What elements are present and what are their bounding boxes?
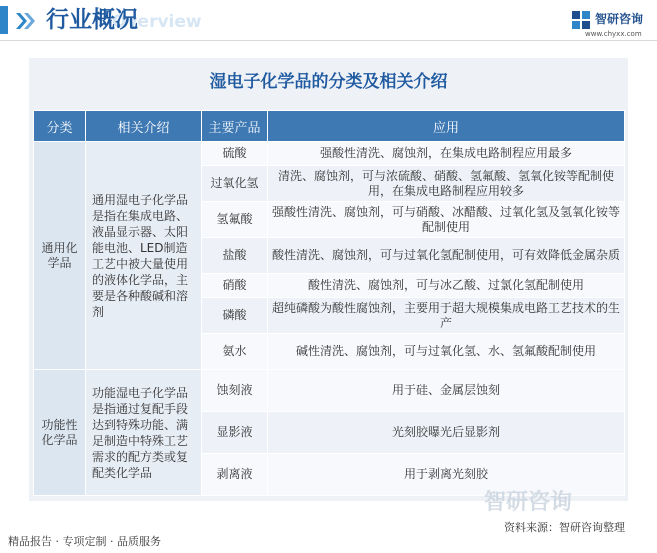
application-cell: 强酸性清洗、腐蚀剂，可与硝酸、冰醋酸、过氧化氢及氢氧化铵等配制使用 (268, 202, 625, 238)
brand-watermark: 智研咨询 (484, 490, 573, 515)
product-cell: 硝酸 (202, 274, 268, 298)
logo-name: 智研咨询 (595, 12, 644, 26)
product-cell: 盐酸 (202, 238, 268, 274)
header-title: 行业概况 (46, 7, 138, 33)
card-title: 湿电子化学品的分类及相关介绍 (209, 72, 448, 92)
application-cell: 超纯磷酸为酸性腐蚀剂，主要用于超大规模集成电路工艺技术的生产 (268, 298, 625, 334)
application-cell: 清洗、腐蚀剂，可与浓硫酸、硝酸、氢氟酸、氢氧化铵等配制使用，在集成电路制程应用较多 (268, 166, 625, 202)
source-note: 资料来源：智研咨询整理 (504, 521, 625, 534)
application-cell: 强酸性清洗、腐蚀剂，在集成电路制程应用最多 (268, 142, 625, 166)
product-cell: 氢氟酸 (202, 202, 268, 238)
category-cell: 功能性化学品 (34, 370, 86, 496)
product-cell: 过氧化氢 (202, 166, 268, 202)
intro-cell: 通用湿电子化学品是指在集成电路、液晶显示器、太阳能电池、LED制造工艺中被大量使用的液体化学品，主要是各种酸碱和溶剂 (86, 142, 202, 370)
column-header: 应用 (268, 111, 625, 142)
brand-logo (571, 10, 657, 40)
header-accent-bar (0, 6, 8, 34)
column-header: 主要产品 (202, 111, 268, 142)
column-header: 相关介绍 (86, 111, 202, 142)
header-divider (0, 40, 657, 41)
product-cell: 蚀刻液 (202, 370, 268, 412)
application-cell: 光刻胶曝光后显影剂 (268, 412, 625, 454)
category-cell: 通用化学品 (34, 142, 86, 370)
product-cell: 硫酸 (202, 142, 268, 166)
logo-icon (571, 10, 591, 30)
application-cell: 用于硅、金属层蚀刻 (268, 370, 625, 412)
application-cell: 酸性清洗、腐蚀剂，可与冰乙酸、过氯化氢配制使用 (268, 274, 625, 298)
table-header-row (34, 111, 625, 142)
product-cell: 磷酸 (202, 298, 268, 334)
double-chevron-icon (14, 10, 36, 32)
application-cell: 酸性清洗、腐蚀剂，可与过氧化氢配制使用，可有效降低金属杂质 (268, 238, 625, 274)
product-cell: 剥离液 (202, 454, 268, 496)
classification-table (33, 110, 625, 496)
table-row (34, 142, 625, 166)
footer-slogan: 精品报告 · 专项定制 · 品质服务 (8, 535, 161, 548)
intro-cell: 功能湿电子化学品是指通过复配手段达到特殊功能、满足制造中特殊工艺需求的配方类或复配类化学品 (86, 370, 202, 496)
column-header: 分类 (34, 111, 86, 142)
product-cell: 显影液 (202, 412, 268, 454)
page-header (0, 0, 657, 42)
application-cell: 用于剥离光刻胶 (268, 454, 625, 496)
product-cell: 氨水 (202, 334, 268, 370)
logo-url: www.chyxx.com (585, 30, 642, 38)
application-cell: 碱性清洗、腐蚀剂，可与过氧化氢、水、氢氟酸配制使用 (268, 334, 625, 370)
header-subtitle: Overview (112, 12, 202, 32)
table-row (34, 370, 625, 412)
